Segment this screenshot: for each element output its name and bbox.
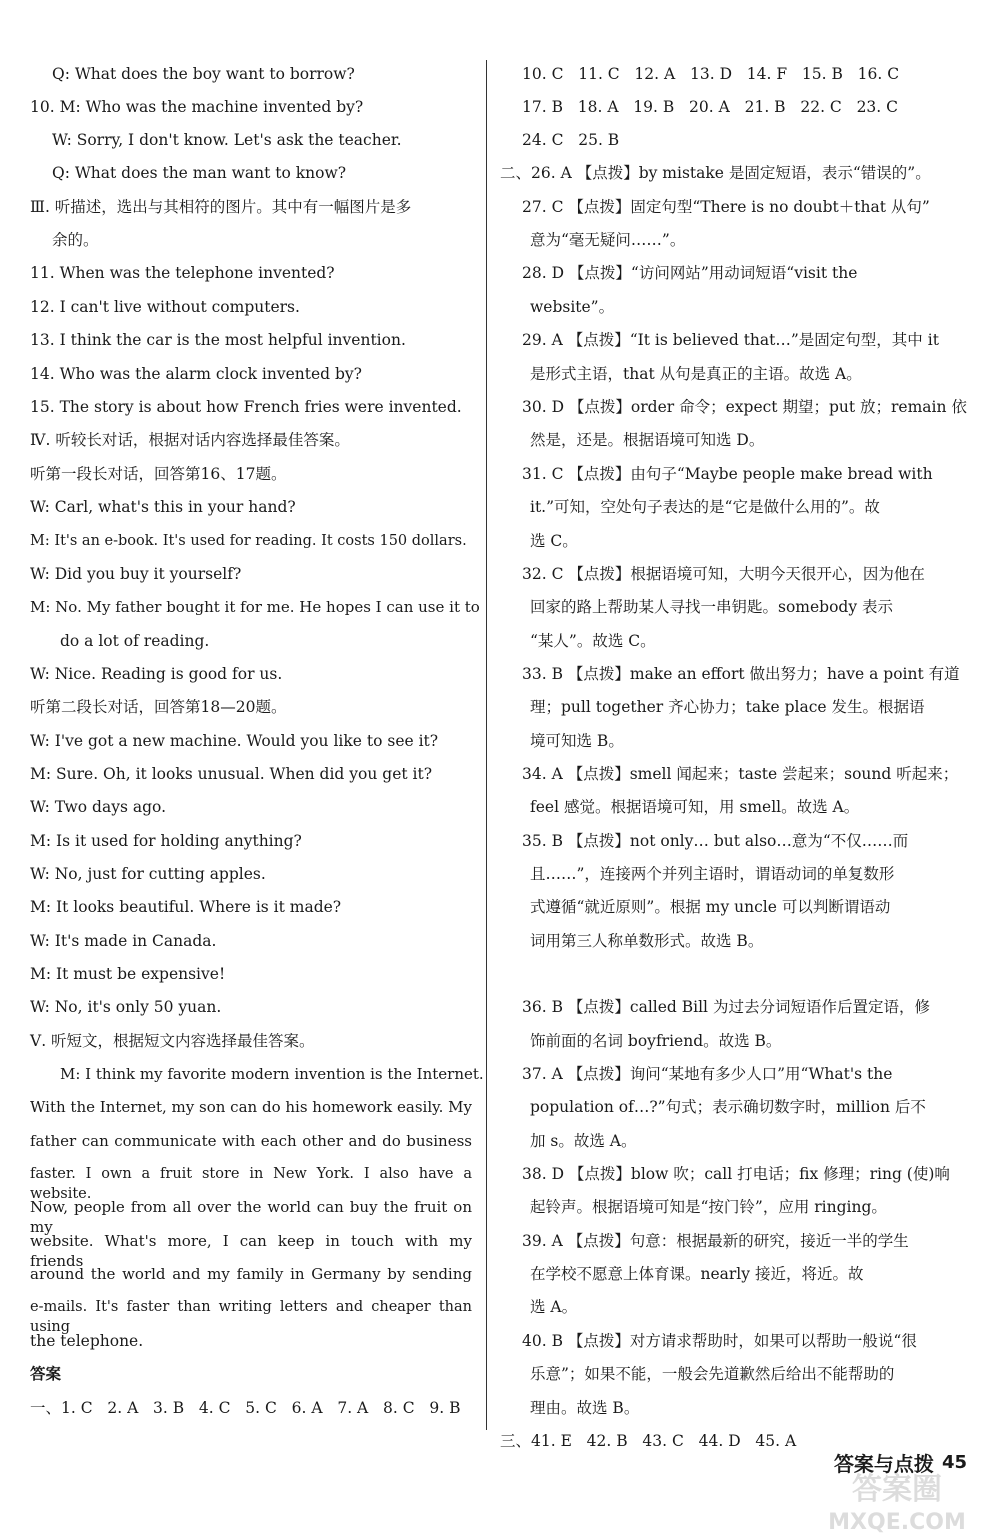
text-line: it.”可知，空处句子表达的是“它是做什么用的”。故 [530,498,880,516]
text-line: 15. The story is about how French fries were invented. [30,398,462,416]
text-line: 选 A。 [530,1298,578,1316]
text-line: 乐意”；如果不能，一般会先道歉然后给出不能帮助的 [530,1365,895,1383]
text-line: father can communicate with each other and do business [30,1132,472,1150]
text-line: 37. A 【点拨】询问“某地有多少人口”用“What's the [522,1065,893,1083]
text-line: M: It's an e-book. It's used for reading. It costs 150 dollars. [30,533,467,549]
text-line: 听第一段长对话，回答第16、17题。 [30,465,287,483]
text-line: 词用第三人称单数形式。故选 B。 [530,932,764,950]
text-line: 听第二段长对话，回答第18—20题。 [30,698,287,716]
text-line: W: It's made in Canada. [30,932,217,950]
text-line: 33. B 【点拨】make an effort 做出努力；have a point 有道 [522,665,960,683]
text-line: 24. C 25. B [522,131,620,149]
text-line: 30. D 【点拨】order 命令；expect 期望；put 放；remain 依 [522,398,967,416]
text-line: 32. C 【点拨】根据语境可知，大明今天很开心，因为他在 [522,565,925,583]
text-line: e-mails. It's faster than writing letters and cheaper than using [30,1299,472,1335]
text-line: W: Carl, what's this in your hand? [30,498,296,516]
text-line: the telephone. [30,1332,144,1350]
text-line: Ⅳ. 听较长对话，根据对话内容选择最佳答案。 [30,431,350,449]
text-line: 理；pull together 齐心协力；take place 发生。根据语 [530,698,925,716]
page-number: 45 [941,1451,967,1473]
text-line: Q: What does the boy want to borrow? [52,65,355,83]
text-line: 28. D 【点拨】“访问网站”用动词短语“visit the [522,264,858,282]
page-footer [834,1447,967,1477]
text-line: Ⅴ. 听短文，根据短文内容选择最佳答案。 [30,1032,315,1050]
text-line: W: I've got a new machine. Would you like to see it? [30,732,439,750]
text-line: 27. C 【点拨】固定句型“There is no doubt＋that 从句” [522,198,930,216]
text-line: W: No, it's only 50 yuan. [30,998,222,1016]
text-line: 11. When was the telephone invented? [30,264,335,282]
text-line: 起铃声。根据语境可知是“按门铃”，应用 ringing。 [530,1198,887,1216]
text-line: 12. I can't live without computers. [30,298,300,316]
text-line: 38. D 【点拨】blow 吹；call 打电话；fix 修理；ring (使)响 [522,1165,950,1183]
text-line: 34. A 【点拨】smell 闻起来；taste 尝起来；sound 听起来； [522,765,959,783]
text-line: Ⅲ. 听描述，选出与其相符的图片。其中有一幅图片是多 [30,198,412,216]
text-line: 36. B 【点拨】called Bill 为过去分词短语作后置定语，修 [522,998,930,1016]
text-line: 是形式主语，that 从句是真正的主语。故选 A。 [530,365,862,383]
footer-title: 答案与点拨 [833,1451,934,1476]
text-line: faster. I own a fruit store in New York. I also have a website. [30,1166,472,1202]
text-line: 14. Who was the alarm clock invented by? [30,365,362,383]
text-line: M: Is it used for holding anything? [30,832,302,850]
text-line: 二、26. A 【点拨】by mistake 是固定短语，表示“错误的”。 [500,164,931,182]
text-line: W: Nice. Reading is good for us. [30,665,283,683]
text-line: 且……”，连接两个并列主语时，谓语动词的单复数形 [530,865,895,883]
text-line: M: It looks beautiful. Where is it made? [30,898,342,916]
answer-heading: 答案 [30,1365,62,1383]
text-line: 31. C 【点拨】由句子“Maybe people make bread with [522,465,933,483]
text-line: 饰前面的名词 boyfriend。故选 B。 [530,1032,782,1050]
text-line: W: Did you buy it yourself? [30,565,242,583]
text-line: feel 感觉。根据语境可知，用 smell。故选 A。 [530,798,860,816]
text-line: 29. A 【点拨】“It is believed that…”是固定句型，其中 it [522,331,939,349]
text-line: 在学校不愿意上体育课。nearly 接近，将近。故 [530,1265,864,1283]
text-line: With the Internet, my son can do his homework easily. My [30,1098,472,1116]
text-line: 理由。故选 B。 [530,1399,640,1417]
text-line: 境可知选 B。 [530,732,624,750]
watermark-text: 答案圈 [852,1472,942,1507]
text-line: 三、41. E 42. B 43. C 44. D 45. A [500,1432,797,1450]
text-line: 40. B 【点拨】对方请求帮助时，如果可以帮助一般说“很 [522,1332,917,1350]
text-line: 回家的路上帮助某人寻找一串钥匙。somebody 表示 [530,598,894,616]
text-line: 13. I think the car is the most helpful invention. [30,331,406,349]
text-line: 选 C。 [530,532,578,550]
text-line: 式遵循“就近原则”。根据 my uncle 可以判断谓语动 [530,898,891,916]
text-line: 余的。 [52,231,99,249]
text-line: M: Sure. Oh, it looks unusual. When did you get it? [30,765,433,783]
text-line: “某人”。故选 C。 [530,632,656,650]
column-divider [486,60,487,1430]
text-line: Q: What does the man want to know? [52,164,347,182]
text-line: M: I think my favorite modern invention is the Internet. [60,1065,484,1083]
text-line: website”。 [530,298,615,316]
text-line: population of…?”句式；表示确切数字时，million 后不 [530,1098,926,1116]
text-line: W: Sorry, I don't know. Let's ask the teacher. [52,131,402,149]
text-line: 加 s。故选 A。 [530,1132,637,1150]
text-line: 10. M: Who was the machine invented by? [30,98,364,116]
text-line: 10. C 11. C 12. A 13. D 14. F 15. B 16. C [522,65,900,83]
watermark-site: MXQE.COM [828,1510,966,1535]
text-line: 一、1. C 2. A 3. B 4. C 5. C 6. A 7. A 8. C 9. B [30,1399,461,1417]
text-line: 意为“毫无疑问……”。 [530,231,686,249]
text-line: M: It must be expensive! [30,965,226,983]
text-line: M: No. My father bought it for me. He hopes I can use it to [30,598,480,616]
text-line: W: Two days ago. [30,798,166,816]
text-line: 39. A 【点拨】句意：根据最新的研究，接近一半的学生 [522,1232,909,1250]
text-line: Now, people from all over the world can buy the fruit on my [30,1198,472,1236]
text-line: website. What's more, I can keep in touch with my friends [30,1232,472,1270]
text-line: 35. B 【点拨】not only… but also…意为“不仅……而 [522,832,909,850]
text-line: W: No, just for cutting apples. [30,865,266,883]
text-line: 17. B 18. A 19. B 20. A 21. B 22. C 23. C [522,98,899,116]
text-line: do a lot of reading. [60,632,210,650]
text-line: around the world and my family in Germany by sending [30,1265,472,1283]
text-line: 然是，还是。根据语境可知选 D。 [530,431,765,449]
